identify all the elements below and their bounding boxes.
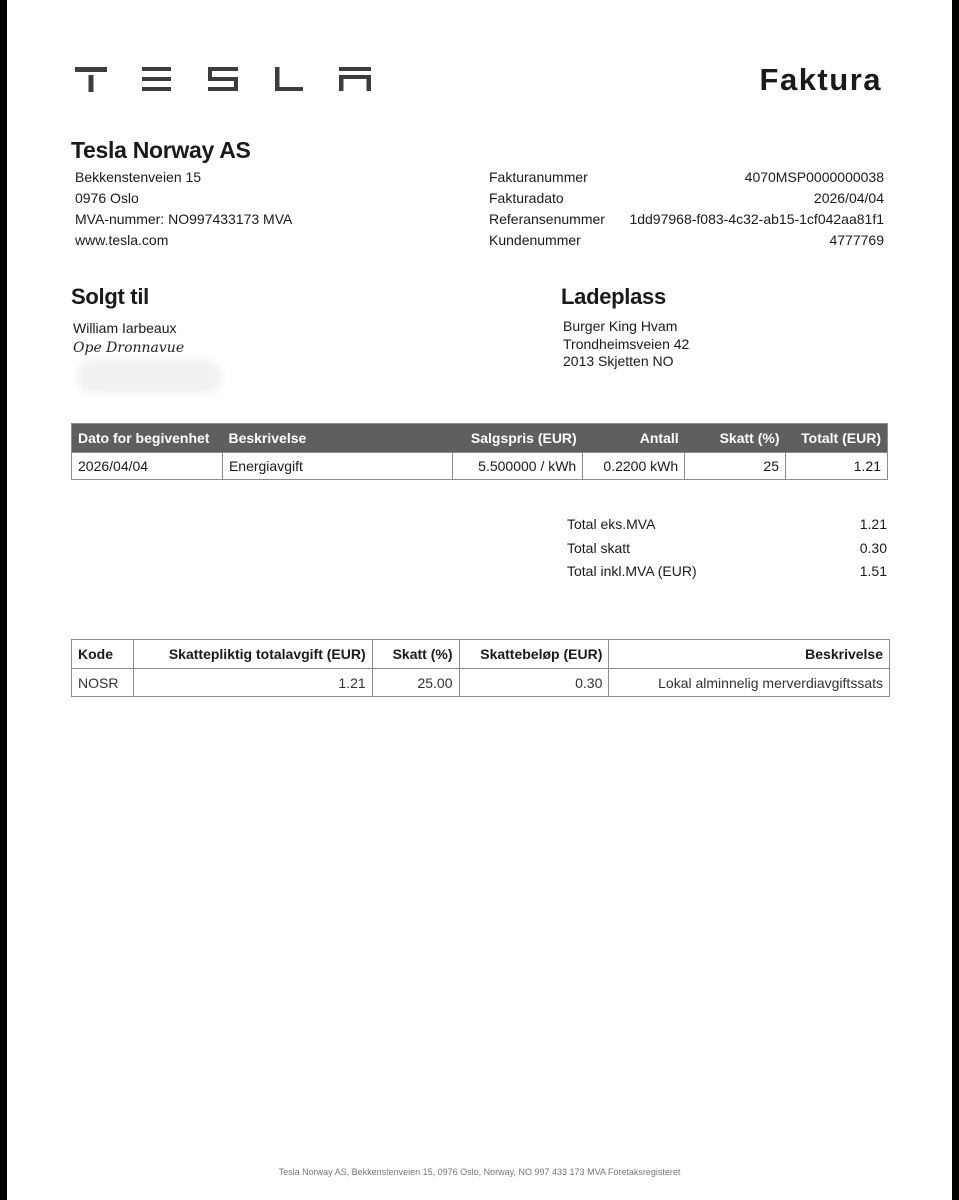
total-label: Total skatt — [567, 539, 631, 556]
total-label: Total inkl.MVA (EUR) — [567, 563, 697, 579]
meta-value: 4070MSP0000000038 — [744, 169, 884, 185]
col-header-quantity: Antall — [583, 424, 685, 453]
totals-block — [567, 513, 887, 584]
table-row — [72, 453, 888, 480]
line-items-header — [72, 424, 888, 453]
cell-taxable-amount: 1.21 — [133, 669, 372, 697]
tax-summary-table — [71, 639, 890, 697]
cell-code: NOSR — [72, 669, 134, 697]
col-header-tax-rate: Skatt (%) — [372, 640, 459, 669]
seller-address — [75, 167, 292, 251]
cell-tax-rate: 25.00 — [372, 669, 459, 697]
total-tax-row — [567, 537, 887, 561]
seller-street: Bekkenstenveien 15 — [75, 169, 202, 185]
col-header-code: Kode — [72, 640, 134, 669]
meta-row-reference-number — [489, 209, 884, 230]
total-value: 0.30 — [859, 539, 887, 556]
col-header-taxable-amount: Skattepliktig totalavgift (EUR) — [133, 640, 372, 669]
meta-value: 2026/04/04 — [813, 190, 884, 206]
col-header-unit-price: Salgspris (EUR) — [453, 424, 583, 453]
table-row — [72, 669, 890, 697]
meta-label: Kundenummer — [489, 232, 581, 248]
col-header-date: Dato for begivenhet — [72, 424, 223, 453]
seller-name: Tesla Norway AS — [71, 137, 251, 163]
charging-location-heading: Ladeplass — [561, 284, 666, 309]
cell-date: 2026/04/04 — [72, 453, 223, 480]
meta-row-invoice-date — [489, 188, 884, 209]
customer-name: William Iarbeaux — [73, 320, 177, 336]
cell-description: Energiavgift — [222, 453, 452, 480]
charging-location-lines — [563, 318, 689, 371]
cell-unit-price: 5.500000 / kWh — [453, 453, 583, 480]
meta-label: Referansenummer — [489, 211, 605, 227]
line-items-table — [71, 423, 888, 480]
col-header-tax-amount: Skattebeløp (EUR) — [459, 640, 609, 669]
col-header-tax-percent: Skatt (%) — [685, 424, 786, 453]
seller-website: www.tesla.com — [75, 232, 169, 248]
col-header-description: Beskrivelse — [222, 424, 452, 453]
document-title: Faktura — [759, 62, 882, 97]
total-incl-vat-row — [567, 560, 887, 584]
seller-city: 0976 Oslo — [75, 190, 139, 206]
location-city: 2013 Skjetten NO — [563, 353, 674, 369]
meta-label: Fakturanummer — [489, 169, 588, 185]
col-header-total: Totalt (EUR) — [786, 424, 888, 453]
seller-vat-number: MVA-nummer: NO997433173 MVA — [75, 211, 293, 227]
total-excl-vat-row — [567, 513, 887, 537]
cell-tax-percent: 25 — [685, 453, 786, 480]
meta-row-invoice-number — [489, 167, 884, 188]
meta-row-customer-number — [489, 230, 884, 251]
sold-to-lines — [73, 318, 184, 358]
cell-tax-amount: 0.30 — [459, 669, 609, 697]
cell-total: 1.21 — [786, 453, 888, 480]
customer-address-redacted: Ope Dronnavue — [73, 340, 185, 356]
total-label: Total eks.MVA — [567, 516, 656, 532]
total-value: 1.21 — [859, 516, 887, 532]
sold-to-heading: Solgt til — [71, 284, 149, 309]
meta-value: 4777769 — [829, 232, 884, 248]
meta-label: Fakturadato — [489, 190, 564, 206]
footer-text: Tesla Norway AS, Bekkenstenveien 15, 0976 Oslo, Norway, NO 997 433 173 MVA Foretaksregisteret — [278, 1167, 681, 1177]
col-header-tax-description: Beskrivelse — [609, 640, 890, 669]
cell-tax-description: Lokal alminnelig merverdiavgiftssats — [609, 669, 890, 697]
location-street: Trondheimsveien 42 — [563, 335, 690, 352]
location-name: Burger King Hvam — [563, 318, 678, 334]
invoice-page — [7, 0, 952, 1200]
tax-summary-header — [72, 640, 890, 669]
tesla-logo — [75, 66, 375, 96]
invoice-meta — [489, 167, 884, 251]
redaction-blur — [77, 360, 222, 394]
meta-value: 1dd97968-f083-4c32-ab15-1cf042aa81f1 — [629, 211, 884, 227]
cell-quantity: 0.2200 kWh — [583, 453, 685, 480]
total-value: 1.51 — [859, 563, 887, 579]
